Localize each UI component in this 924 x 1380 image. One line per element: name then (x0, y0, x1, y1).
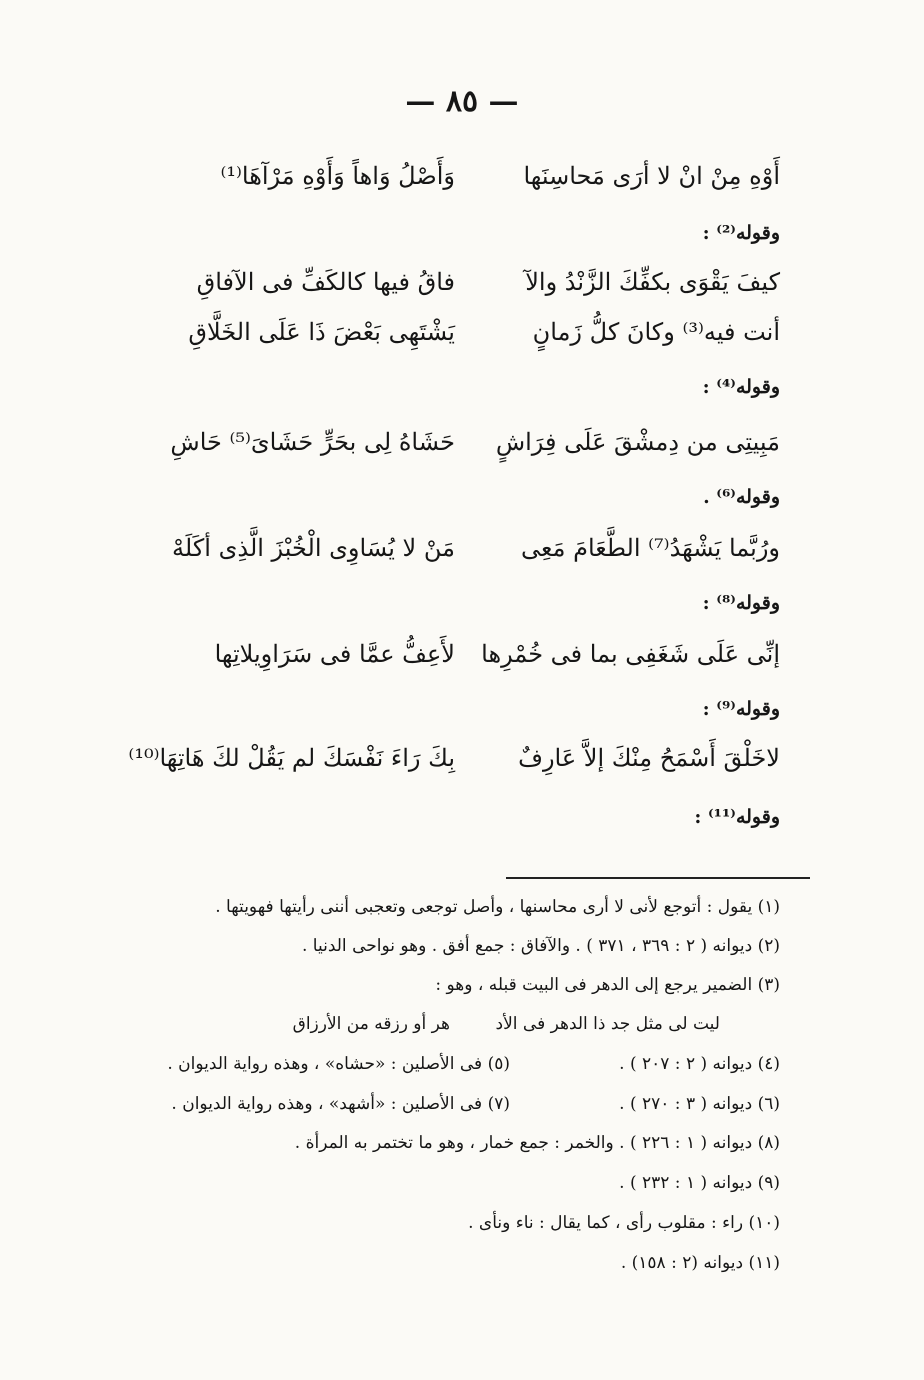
footnote-10: (١٠) راء : مقلوب رأى ، كما يقال : ناء ونأى . (468, 1213, 780, 1233)
footnote-5: (٥) فى الأصلين : «حشاه» ، وهذه رواية الديوان . (167, 1054, 510, 1074)
footnote-3-quote-second: هر أو رزقه من الأرزاق (292, 1014, 450, 1034)
hemistich-first: لاخَلْقَ أَسْمَحُ مِنْكَ إلاَّ عَارِفٌ (518, 744, 780, 772)
verse-2 (190, 268, 780, 308)
footnote-8: (٨) ديوانه ( ١ : ٢٢٦ ) . والخمر : جمع خمار ، وهو ما تختمر به المرأة . (294, 1133, 780, 1153)
footnote-7: (٧) فى الأصلين : «أشهد» ، وهذه رواية الديوان . (171, 1094, 510, 1114)
footnote-6: (٦) ديوانه ( ٣ : ٢٧٠ ) . (619, 1094, 780, 1114)
verse-5 (172, 534, 780, 574)
verse-intro-11: وقوله⁽¹¹⁾ : (694, 806, 780, 828)
hemistich-first: إنِّى عَلَى شَغَفِى بما فى خُمْرِها (481, 640, 780, 668)
verse-intro-4: وقوله⁽⁴⁾ : (702, 376, 780, 398)
footnote-3-quote-first: ليت لى مثل جد ذا الدهر فى الأد (495, 1014, 720, 1034)
hemistich-first: أَوْهِ مِنْ انْ لا أرَى مَحاسِنَها (523, 162, 780, 190)
hemistich-first: كيفَ يَقْوَى بكفِّكَ الزَّنْدُ والآ (525, 268, 780, 296)
hemistich-second: حَشَاهُ لِى بحَرٍّ حَشَاىَ⁽⁵⁾ حَاشِ (170, 428, 455, 456)
footnote-2: (٢) ديوانه ( ٢ : ٣٦٩ ، ٣٧١ ) . والآفاق : جمع أفق . وهو نواحى الدنيا . (301, 936, 780, 956)
verse-7 (128, 744, 780, 784)
footnote-4: (٤) ديوانه ( ٢ : ٢٠٧ ) . (619, 1054, 780, 1074)
footnote-1: (١) يقول : أتوجع لأنى لا أرى محاسنها ، وأصل توجعى وتعجبى أننى رأيتها فهويتها . (215, 897, 780, 917)
hemistich-first: ورُبَّما يَشْهَدُ⁽⁷⁾ الطَّعَامَ مَعِى (521, 534, 780, 562)
verse-1 (190, 162, 780, 202)
verse-intro-8: وقوله⁽⁸⁾ : (702, 592, 780, 614)
hemistich-second: بِكَ رَاءَ نَفْسَكَ لم يَقُلْ لكَ هَاتِهَا⁽¹⁰⁾ (128, 744, 455, 772)
hemistich-second: يَشْتَهِى بَعْضَ ذَا عَلَى الخَلَّاقِ (188, 318, 455, 346)
verse-6 (190, 640, 780, 680)
hemistich-first: مَبِيتِى من دِمشْقَ عَلَى فِرَاشٍ (495, 428, 780, 456)
verse-3 (190, 318, 780, 358)
hemistich-first: أنت فيه⁽³⁾ وكانَ كلُّ زَمانٍ (532, 318, 780, 346)
verse-intro-9: وقوله⁽⁹⁾ : (702, 698, 780, 720)
verse-intro-2: وقوله⁽²⁾ : (702, 222, 780, 244)
hemistich-second: مَنْ لا يُسَاوِى الْخُبْزَ الَّذِى أكَلَهْ (172, 534, 455, 562)
footnote-3: (٣) الضمير يرجع إلى الدهر فى البيت قبله ، وهو : (435, 975, 780, 995)
hemistich-second: فاقُ فيها كالكَفِّ فى الآفاقِ (196, 268, 455, 296)
footnote-9: (٩) ديوانه ( ١ : ٢٣٢ ) . (619, 1173, 780, 1193)
verse-intro-6: وقوله⁽⁶⁾ . (703, 486, 780, 508)
footnote-divider (506, 877, 810, 879)
verse-4 (170, 428, 780, 468)
hemistich-second: لأَعِفُّ عمَّا فى سَرَاوِيلاتِها (214, 640, 455, 668)
hemistich-second: وَأَصْلُ وَاهاً وَأَوْهِ مَرْآهَا⁽¹⁾ (220, 162, 455, 190)
page-number: — ٨٥ — (405, 84, 519, 119)
footnote-11: (١١) ديوانه (٢ : ١٥٨) . (620, 1253, 780, 1273)
